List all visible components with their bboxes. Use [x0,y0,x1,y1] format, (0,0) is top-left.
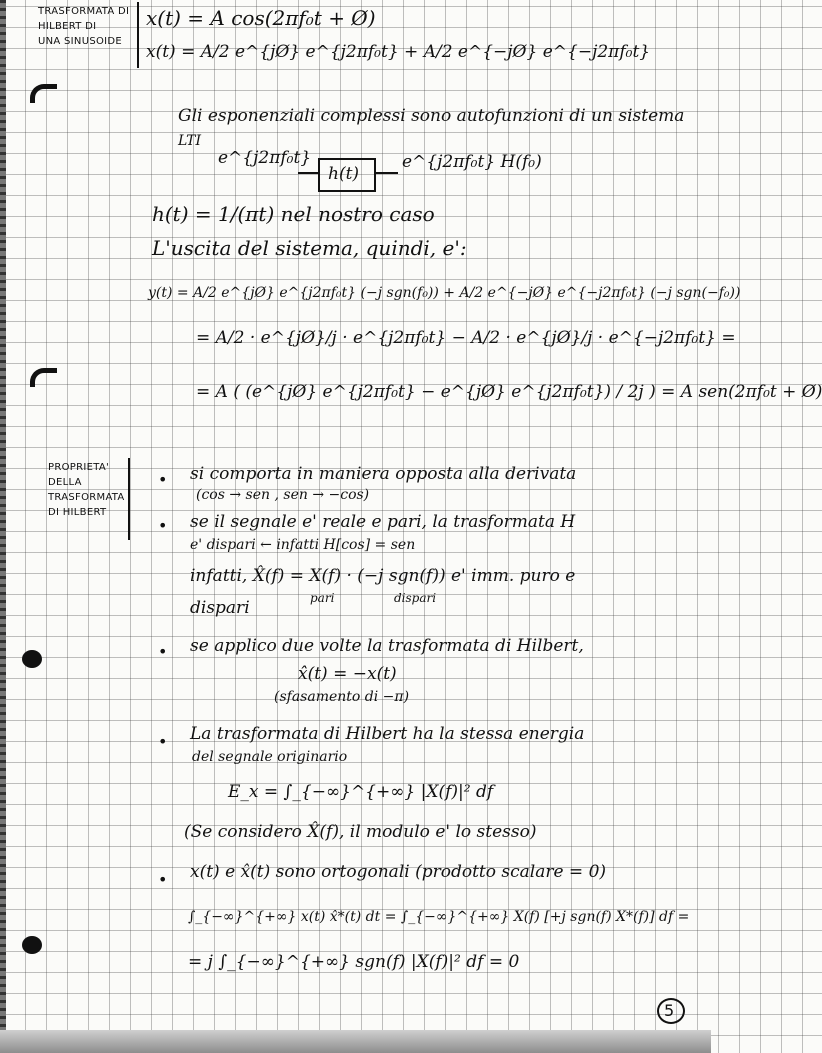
property-5-line-3: = j ∫_{−∞}^{+∞} sgn(f) |X(f)|² df = 0 [188,952,520,972]
binder-ring-mark [30,84,57,103]
property-4-line-2: del segnale originario [192,749,348,765]
system-input: e^{j2πf₀t} [218,148,312,168]
property-2-underlabel-pari: pari [310,591,335,605]
formula-x-cos: x(t) = A cos(2πf₀t + Ø) [146,6,376,30]
h-definition: h(t) = 1/(πt) nel nostro caso [152,202,435,226]
output-intro: L'uscita del sistema, quindi, e': [152,236,467,260]
bullet-marker: • [158,642,168,661]
bullet-marker: • [158,732,168,751]
property-2-line-3: infatti, X̂(f) = X(f) · (−j sgn(f)) e' imm. puro e [190,566,576,586]
property-4-note: (Se considero X̂(f), il modulo e' lo stesso) [184,822,537,842]
property-5-line-1: x(t) e x̂(t) sono ortogonali (prodotto scalare = 0) [190,862,607,882]
system-box [318,158,376,192]
page-number: 5 [664,1001,675,1020]
y-line-1: y(t) = A/2 e^{jØ} e^{j2πf₀t} (−j sgn(f₀)) + A/2 e^{−jØ} e^{−j2πf₀t} (−j sgn(−f₀)) [148,285,741,301]
y-line-3: = A ( (e^{jØ} e^{j2πf₀t} − e^{jØ} e^{j2πf₀t}) / 2j ) = A sen(2πf₀t + Ø) [196,382,822,402]
page-bottom-edge [0,1030,711,1053]
eigen-text: Gli esponenziali complessi sono autofunzioni di un sistema [178,106,685,126]
system-output: e^{j2πf₀t} H(f₀) [402,152,542,172]
property-2-underlabel-dispari: dispari [394,591,437,605]
property-2-line-2: e' dispari ← infatti H[cos] = sen [190,537,416,553]
punch-hole [22,936,42,954]
eigen-text-lti: LTI [178,133,202,149]
property-2-line-1: se il segnale e' reale e pari, la trasformata H [190,512,576,532]
punch-hole [22,650,42,668]
system-label: h(t) [328,164,360,184]
output-arrow [376,172,398,174]
y-line-2: = A/2 · e^{jØ}/j · e^{j2πf₀t} − A/2 · e^{jØ}/j · e^{−j2πf₀t} = [196,328,736,348]
label-separator [137,2,139,68]
bullet-marker: • [158,870,168,889]
formula-x-exp: x(t) = A/2 e^{jØ} e^{j2πf₀t} + A/2 e^{−jØ} e^{−j2πf₀t} [146,42,651,62]
property-3-note: (sfasamento di −π) [274,689,410,705]
property-5-line-2: ∫_{−∞}^{+∞} x(t) x̂*(t) dt = ∫_{−∞}^{+∞} X(f) [+j sgn(f) X*(f)] df = [188,909,690,925]
section-label-properties: PROPRIETA' DELLA TRASFORMATA DI HILBERT [48,462,125,518]
property-4-line-1: La trasformata di Hilbert ha la stessa energia [190,724,585,744]
bullet-marker: • [158,470,168,489]
property-3-formula: x̂̂(t) = −x(t) [298,664,397,684]
property-1-line-1: si comporta in maniera opposta alla derivata [190,464,577,484]
section-label-hilbert-sinusoid: TRASFORMATA DI HILBERT DI UNA SINUSOIDE [38,6,130,47]
binder-ring-mark [30,368,57,387]
label-separator [128,458,130,540]
notebook-margin [0,0,6,1030]
bullet-marker: • [158,516,168,535]
property-1-line-2: (cos → sen , sen → −cos) [196,487,370,503]
input-arrow [298,172,318,174]
property-4-energy-formula: E_x = ∫_{−∞}^{+∞} |X(f)|² df [228,782,494,802]
property-2-line-4: dispari [190,598,250,618]
property-3-line-1: se applico due volte la trasformata di Hilbert, [190,636,584,656]
